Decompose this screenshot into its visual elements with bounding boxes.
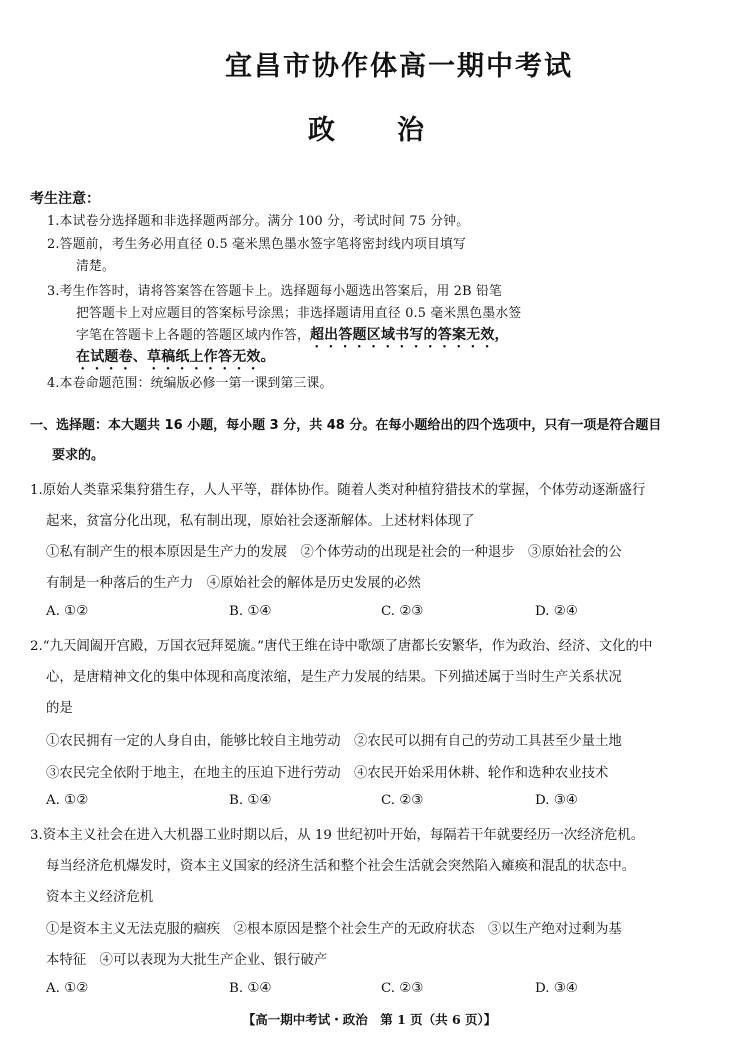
q2-line-5: ③农民完全依附于地主，在地主的压迫下进行劳动 ④农民开始采用休耕、轮作和选种农业技术 <box>46 766 609 781</box>
section-heading-cont: 要求的。 <box>52 448 105 463</box>
q1-option-a: A. ①② <box>46 604 89 619</box>
page-footer: 【高一期中考试・政治 第 1 页（共 6 页）】 <box>242 1012 497 1027</box>
q1-option-c: C. ②③ <box>381 604 424 619</box>
notice-item-3d <box>76 346 275 373</box>
q2-option-b: B. ①④ <box>229 793 272 808</box>
q3-option-d: D. ③④ <box>535 981 578 996</box>
q1-option-d: D. ②④ <box>535 604 578 619</box>
notice-item-3d-emphasis: 在试题卷、草稿纸上作答无效。 <box>76 349 275 365</box>
notice-item-4: 4.本卷命题范围：统编版必修一第一课到第三课。 <box>47 376 333 391</box>
q3-line-5: 本特征 ④可以表现为大批生产企业、银行破产 <box>46 953 328 968</box>
subject-title <box>308 108 424 147</box>
notice-item-2a: 2.答题前，考生务必用直径 0.5 毫米黑色墨水签字笔将密封线内项目填写 <box>47 237 467 252</box>
notice-heading: 考生注意： <box>30 191 100 207</box>
q1-line-1: 1.原始人类靠采集狩猎生存，人人平等，群体协作。随着人类对种植狩猎技术的掌握，个体劳动逐渐盛行 <box>30 483 646 498</box>
notice-item-3a: 3.考生作答时，请将答案答在答题卡上。选择题每小题选出答案后，用 2B 铅笔 <box>47 284 502 299</box>
q2-line-3: 的是 <box>46 701 73 716</box>
subject-char-2: 治 <box>397 115 424 146</box>
page-title: 宜昌市协作体高一期中考试 <box>225 51 573 82</box>
q1-line-4: 有制是一种落后的生产力 ④原始社会的解体是历史发展的必然 <box>46 576 421 591</box>
q3-line-2: 每当经济危机爆发时，资本主义国家的经济生活和整个社会生活就会突然陷入瘫痪和混乱的状态中。 <box>46 859 636 874</box>
q3-line-4: ①是资本主义无法克服的痼疾 ②根本原因是整个社会生产的无政府状态 ③以生产绝对过剩为基 <box>46 922 622 937</box>
subject-char-1: 政 <box>308 115 335 146</box>
q1-line-2: 起来，贫富分化出现，私有制出现，原始社会逐渐解体。上述材料体现了 <box>46 514 475 529</box>
notice-item-2b: 清楚。 <box>76 259 115 274</box>
q3-option-c: C. ②③ <box>381 981 424 996</box>
q2-option-c: C. ②③ <box>381 793 424 808</box>
notice-item-3b: 把答题卡上对应题目的答案标号涂黑；非选择题请用直径 0.5 毫米黑色墨水签 <box>76 306 522 321</box>
q2-option-a: A. ①② <box>46 793 89 808</box>
notice-item-3c-emphasis: 超出答题区域书写的答案无效， <box>309 327 509 343</box>
q2-option-d: D. ③④ <box>535 793 578 808</box>
section-heading: 一、选择题：本大题共 16 小题，每小题 3 分，共 48 分。在每小题给出的四个选项中，只有一项是符合题目 <box>30 418 662 433</box>
q2-line-1: 2.“九天阊阖开宫殿，万国衣冠拜冕旒。”唐代王维在诗中歌颂了唐都长安繁华，作为政治、经济、文化的中 <box>30 639 653 654</box>
notice-item-3c-text: 字笔在答题卡上各题的答题区域内作答， <box>76 328 310 343</box>
q3-option-a: A. ①② <box>46 981 89 996</box>
q1-line-3: ①私有制产生的根本原因是生产力的发展 ②个体劳动的出现是社会的一种退步 ③原始社会的公 <box>46 545 622 560</box>
notice-item-1: 1.本试卷分选择题和非选择题两部分。满分 100 分，考试时间 75 分钟。 <box>47 214 470 229</box>
q3-line-3: 资本主义经济危机 <box>46 890 154 905</box>
q1-option-b: B. ①④ <box>229 604 272 619</box>
q3-option-b: B. ①④ <box>229 981 272 996</box>
q3-line-1: 3.资本主义社会在进入大机器工业时期以后，从 19 世纪初叶开始，每隔若干年就要经历一次经济危机。 <box>30 828 645 843</box>
q2-line-4: ①农民拥有一定的人身自由，能够比较自主地劳动 ②农民可以拥有自己的劳动工具甚至少量土地 <box>46 734 622 749</box>
q2-line-2: 心，是唐精神文化的集中体现和高度浓缩，是生产力发展的结果。下列描述属于当时生产关系状况 <box>46 670 622 685</box>
